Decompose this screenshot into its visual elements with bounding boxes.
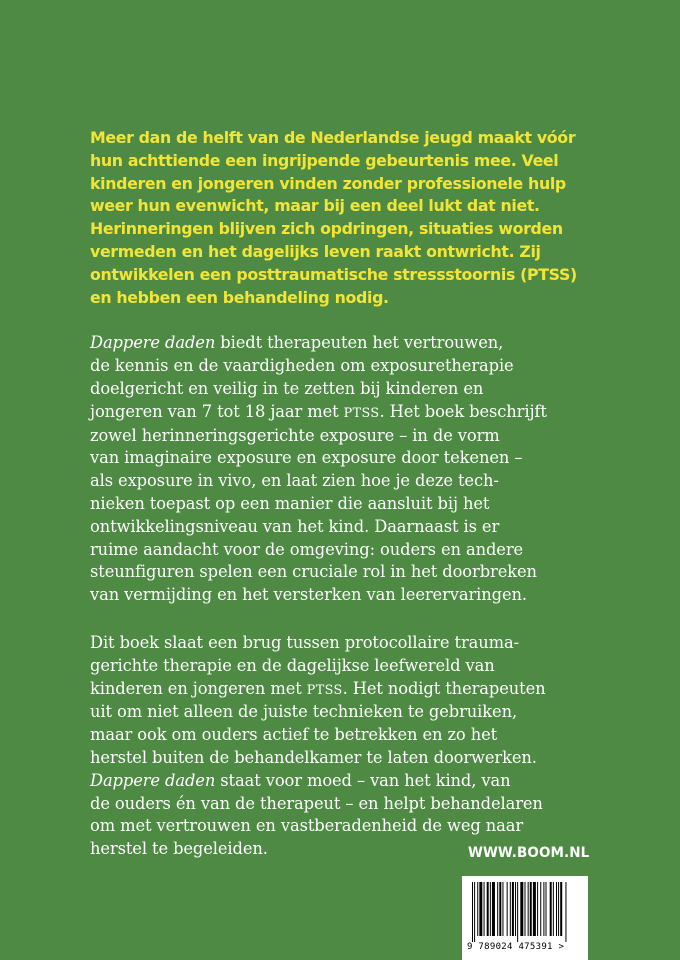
body-text: staat voor moed – van het kind, van <box>215 770 511 790</box>
barcode-bar <box>517 882 518 942</box>
barcode-bar <box>510 882 511 936</box>
barcode-bar <box>477 882 478 936</box>
barcode-bar <box>530 882 532 936</box>
barcode-bar <box>512 882 514 936</box>
body-line: doelgericht en veilig in te zetten bij kinderen en <box>90 378 484 398</box>
barcode-bar <box>533 882 536 936</box>
book-title: Dappere daden <box>90 333 216 353</box>
intro-line: vermeden en het dagelijks leven raakt ontwricht. Zij <box>90 241 541 261</box>
barcode-bar <box>499 882 501 936</box>
barcode-bar <box>553 882 554 936</box>
intro-line: Meer dan de helft van de Nederlandse jeugd maakt vóór <box>90 128 576 147</box>
body-line: herstel te begeleiden. <box>90 839 268 859</box>
isbn-number: 9 789024 475391 > <box>467 942 565 952</box>
ptss-abbreviation: PTSS <box>343 404 380 420</box>
body-line: van vermijding en het versterken van leerervaringen. <box>90 585 527 605</box>
body-line: Dit boek slaat een brug tussen protocollaire trauma- <box>90 632 519 652</box>
body-line: maar ook om ouders actief te betrekken en zo het <box>90 725 498 745</box>
barcode-bar <box>528 882 529 936</box>
barcode-bar <box>525 882 526 936</box>
body-line: gerichte therapie en de dagelijkse leefwereld van <box>90 655 495 675</box>
body-line: nieken toepast op een manier die aansluit bij het <box>90 493 490 513</box>
barcode-bar <box>537 882 538 936</box>
publisher-website: WWW.BOOM.NL <box>468 845 590 861</box>
body-line: de kennis en de vaardigheden om exposuretherapie <box>90 356 514 376</box>
barcode-bar <box>550 882 552 936</box>
body-text: jongeren van 7 tot 18 jaar met <box>90 401 344 421</box>
body-line: van imaginaire exposure en exposure door tekenen – <box>90 448 523 468</box>
body-text: . Het boek beschrijft <box>379 401 547 421</box>
isbn-barcode <box>462 876 588 960</box>
barcode-bar <box>515 882 516 936</box>
barcode-bars <box>470 882 580 942</box>
body-line: ontwikkelingsniveau van het kind. Daarnaast is er <box>90 516 500 536</box>
body-text: kinderen en jongeren met <box>90 678 307 698</box>
book-title: Dappere daden <box>90 770 216 790</box>
barcode-bar <box>560 882 562 936</box>
body-line: herstel buiten de behandelkamer te laten doorwerken. <box>90 747 537 767</box>
body-line: als exposure in vivo, en laat zien hoe je deze tech- <box>90 471 499 491</box>
barcode-bar <box>502 882 503 936</box>
barcode-bar <box>540 882 541 936</box>
barcode-bar <box>484 882 485 936</box>
body-line: uit om niet alleen de juiste technieken te gebruiken, <box>90 702 518 722</box>
barcode-bar <box>487 882 489 936</box>
barcode-bar <box>543 882 544 936</box>
barcode-bar <box>520 882 523 936</box>
intro-line: kinderen en jongeren vinden zonder professionele hulp <box>90 173 566 193</box>
barcode-bar <box>492 882 495 936</box>
body-line: om met vertrouwen en vastberadenheid de weg naar <box>90 816 524 836</box>
barcode-bar <box>556 882 557 936</box>
ptss-abbreviation: PTSS <box>306 681 343 697</box>
closing-paragraph <box>90 632 610 861</box>
body-line <box>90 678 610 702</box>
barcode-bar <box>472 882 473 942</box>
body-text: . Het nodigt therapeuten <box>342 678 546 698</box>
body-line <box>90 401 610 425</box>
barcode-bar <box>558 882 559 936</box>
barcode-bar <box>474 882 475 942</box>
body-line: zowel herinneringsgerichte exposure – in de vorm <box>90 425 500 445</box>
body-line: de ouders én van de therapeut – en helpt behandelaren <box>90 793 543 813</box>
body-line <box>90 770 610 793</box>
body-line: steunfiguren spelen een cruciale rol in het doorbreken <box>90 562 537 582</box>
barcode-bar <box>565 882 566 942</box>
body-line: ruime aandacht voor de omgeving: ouders en andere <box>90 539 524 559</box>
intro-line: en hebben een behandeling nodig. <box>90 287 389 307</box>
barcode-bar <box>479 882 482 936</box>
intro-line: hun achttiende een ingrijpende gebeurtenis mee. Veel <box>90 150 559 170</box>
intro-line: ontwikkelen een posttraumatische stressstoornis (PTSS) <box>90 264 577 284</box>
barcode-bar <box>490 882 491 936</box>
intro-line: Herinneringen blijven zich opdringen, situaties worden <box>90 219 563 239</box>
barcode-bar <box>497 882 498 936</box>
barcode-bar <box>507 882 508 936</box>
body-text: biedt therapeuten het vertrouwen, <box>215 333 504 353</box>
description-paragraph <box>90 332 610 607</box>
intro-paragraph <box>90 127 610 309</box>
barcode-bar <box>546 882 547 936</box>
intro-line: weer hun evenwicht, maar bij een deel lukt dat niet. <box>90 196 540 216</box>
body-line <box>90 332 610 355</box>
blurb-text <box>90 127 610 861</box>
